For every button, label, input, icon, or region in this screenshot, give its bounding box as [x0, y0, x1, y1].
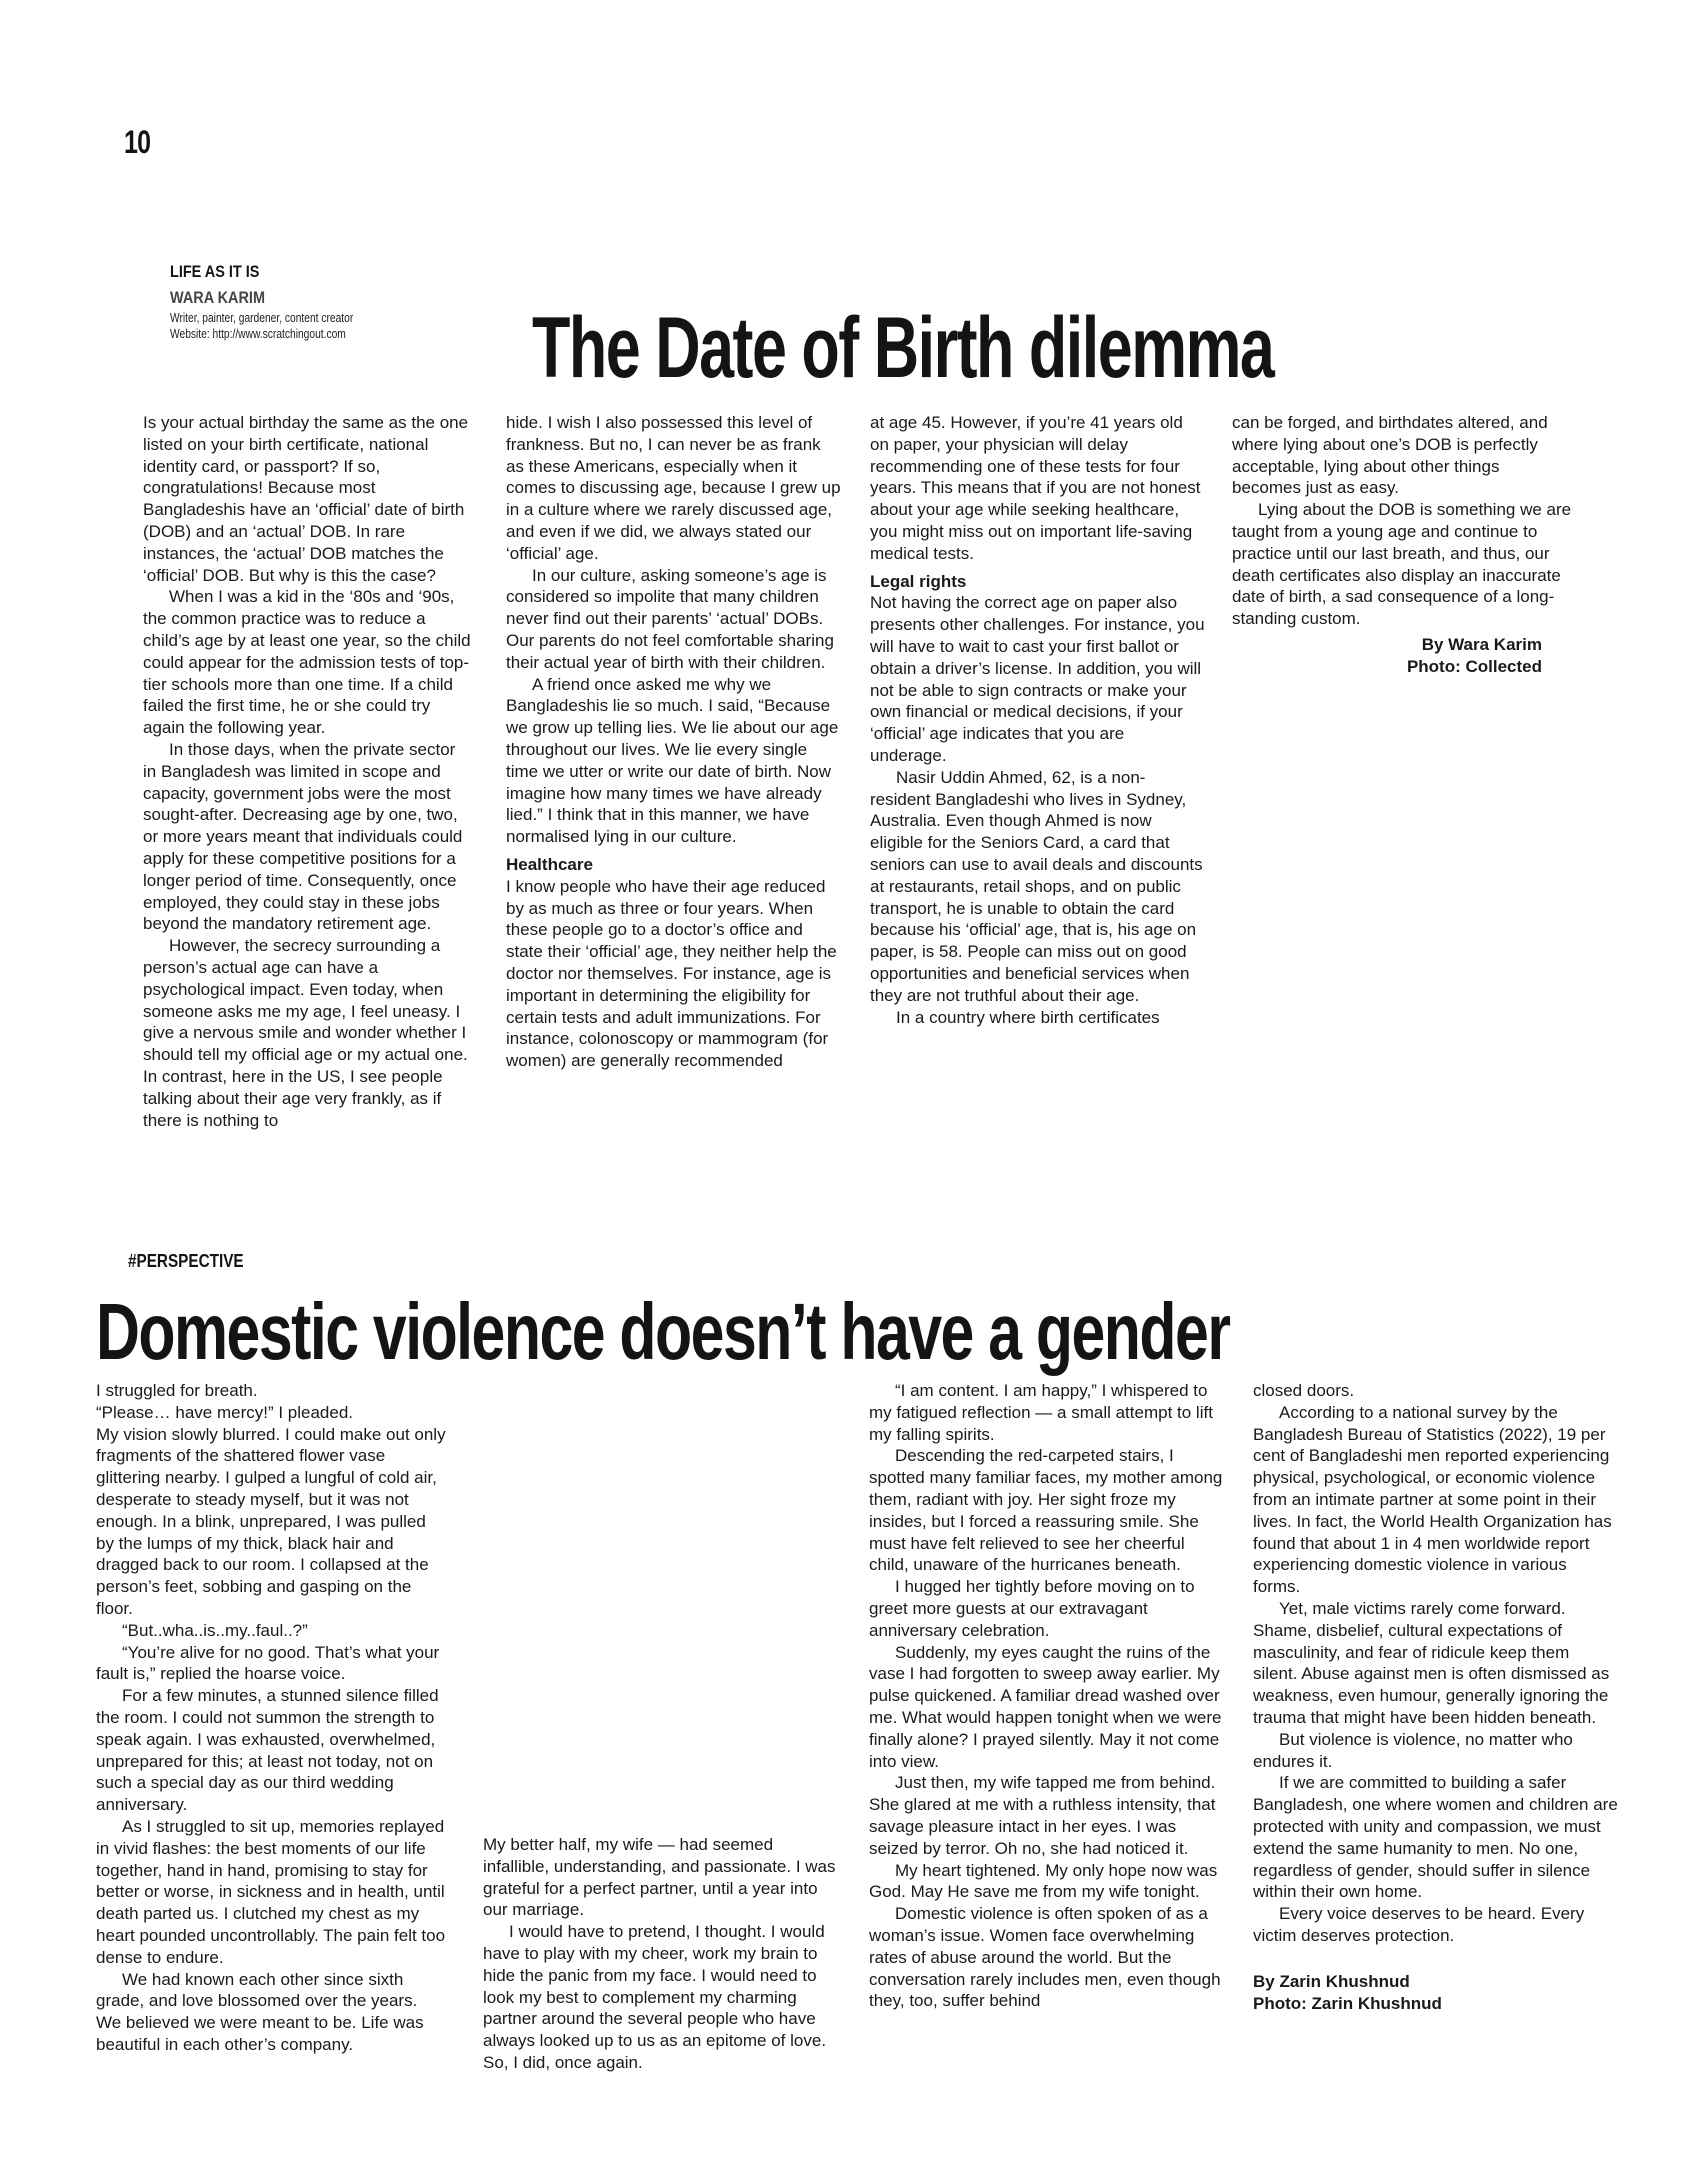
paragraph: closed doors. — [1253, 1381, 1355, 1400]
paragraph: “But..wha..is..my..faul..?” — [122, 1620, 308, 1640]
author-description — [170, 310, 353, 342]
author-role: Writer, painter, gardener, content creator — [170, 311, 354, 325]
paragraph: “I am content. I am happy,” I whispered to my fatigued reflection — a small attempt to lift my falling spirits. — [869, 1381, 1213, 1444]
paragraph: If we are committed to building a safer Bangladesh, one where women and children are protected with unity and compassion, we must extend the same humanity to men. No one, regardless of gender, should suffer in silence within their own home. — [1253, 1773, 1618, 1902]
paragraph: When I was a kid in the ‘80s and ‘90s, the common practice was to reduce a child’s age by at least one year, so the child could appear for the admission tests of top-tier schools more than one time. If a child failed the first time, he or she could try again the following year. — [143, 587, 471, 738]
article-headline: Domestic violence doesn’t have a gender — [96, 1287, 1230, 1376]
paragraph: Domestic violence is often spoken of as a woman’s issue. Women face overwhelming rates of abuse around the world. But the conversation rarely includes men, even though they, too, suffer behind — [869, 1904, 1221, 2011]
paragraph: Is your actual birthday the same as the one listed on your birth certificate, national identity card, or passport? If so, congratulations! Because most Bangladeshis have an ‘official’ date of birth (DOB) and an ‘actual’ DOB. In rare instances, the ‘actual’ DOB matches the ‘official’ DOB. But why is this the case? — [143, 413, 469, 585]
paragraph: I know people who have their age reduced by as much as three or four years. When these people go to a doctor’s office and state their ‘official’ age, they neither help the doctor nor themselves. For instance, age is important in determining the eligibility for certain tests and adult immunizations. For instance, colonoscopy or mammogram (for women) are generally recommended — [506, 876, 837, 1071]
article2-column-2 — [483, 1834, 843, 2074]
paragraph: My vision slowly blurred. I could make out only fragments of the shattered flower vase glittering nearby. I gulped a lungful of cold air, desperate to steady myself, but it was not enough. In a blink, unprepared, I was pulled by the lumps of my thick, black hair and dragged back to our room. I collapsed at the person’s feet, sobbing and gasping on the floor. — [96, 1424, 446, 1618]
byline: By Zarin Khushnud — [1253, 1971, 1410, 1991]
photo-credit: Photo: Zarin Khushnud — [1253, 1993, 1442, 2013]
paragraph: In our culture, asking someone’s age is considered so impolite that many children never find out their parents’ ‘actual’ DOBs. Our parents do not feel comfortable sharing their actual year of birth with their children. — [506, 565, 834, 672]
paragraph: “You’re alive for no good. That’s what your fault is,” replied the hoarse voice. — [96, 1642, 440, 1684]
subheading-healthcare: Healthcare — [506, 854, 593, 874]
paragraph: A friend once asked me why we Bangladeshis lie so much. I said, “Because we grow up telling lies. We lie about our age throughout our lives. We lie every single time we utter or write our date of birth. Now imagine how many times we have already lied.” I think that in this manner, we have normalised lying in our culture. — [506, 674, 839, 847]
paragraph: Descending the red-carpeted stairs, I spotted many familiar faces, my mother among them, radiant with joy. Her sight froze my insides, but I forced a reassuring smile. She must have felt relieved to see her cheerful child, unaware of the hurricanes beneath. — [869, 1446, 1223, 1575]
subheading-legal-rights: Legal rights — [870, 571, 967, 591]
page-number: 10 — [124, 124, 151, 160]
paragraph: We had known each other since sixth grade, and love blossomed over the years. We believed we were meant to be. Life was beautiful in each other’s company. — [96, 1969, 424, 2054]
section-label: LIFE AS IT IS — [170, 262, 260, 281]
paragraph: However, the secrecy surrounding a person’s actual age can have a psychological impact. Even today, when someone asks me my age, I feel uneasy. I give a nervous smile and wonder whether I should tell my official age or my actual one. In contrast, here in the US, I see people talking about their age very frankly, as if there is nothing to — [143, 936, 468, 1130]
article1-column-3 — [870, 412, 1205, 1028]
article1-column-4 — [1232, 412, 1572, 678]
author-name: WARA KARIM — [170, 288, 265, 307]
author-website: Website: http://www.scratchingout.com — [170, 327, 346, 341]
article-headline: The Date of Birth dilemma — [532, 300, 1274, 396]
paragraph: For a few minutes, a stunned silence filled the room. I could not summon the strength to speak again. I was exhausted, overwhelmed, unprepared for this; at least not today, not on such a special day as our third wedding anniversary. — [96, 1686, 439, 1815]
paragraph: Yet, male victims rarely come forward. Shame, disbelief, cultural expectations of masculinity, and fear of ridicule keep them silent. Abuse against men is often dismissed as weakness, even humour, generally ignoring the trauma that might have been hidden beneath. — [1253, 1598, 1610, 1727]
paragraph: In a country where birth certificates — [896, 1007, 1160, 1027]
paragraph: can be forged, and birthdates altered, and where lying about one’s DOB is perfectly acceptable, lying about other things becomes just as easy. — [1232, 413, 1548, 498]
paragraph: I struggled for breath. — [96, 1381, 258, 1400]
paragraph: My heart tightened. My only hope now was God. May He save me from my wife tonight. — [869, 1860, 1218, 1902]
article2-column-4 — [1253, 1380, 1618, 2014]
article1-column-2 — [506, 412, 841, 1072]
paragraph: “Please… have mercy!” I pleaded. — [96, 1402, 354, 1422]
paragraph: Suddenly, my eyes caught the ruins of the vase I had forgotten to sweep away earlier. My pulse quickened. A familiar dread washed over me. What would happen tonight when we were finally alone? I prayed silently. May it not come into view. — [869, 1642, 1222, 1771]
photo-credit: Photo: Collected — [1406, 656, 1542, 676]
paragraph: According to a national survey by the Bangladesh Bureau of Statistics (2022), 19 per cent of Bangladeshi men reported experiencing physical, psychological, or economic violence from an intimate partner at some point in their lives. In fact, the World Health Organization has found that about 1 in 4 men worldwide report experiencing domestic violence in various forms. — [1253, 1402, 1612, 1597]
article1-column-1 — [143, 412, 473, 1131]
paragraph: at age 45. However, if you’re 41 years old on paper, your physician will delay recommending one of these tests for four years. This means that if you are not honest about your age while seeking healthcare, you might miss out on important life-saving medical tests. — [870, 413, 1201, 563]
paragraph: Lying about the DOB is something we are taught from a young age and continue to practice until our last breath, and thus, our death certificates also display an inaccurate date of birth, a sad consequence of a long-standing custom. — [1232, 500, 1572, 629]
article2-column-1 — [96, 1380, 446, 2056]
paragraph: In those days, when the private sector in Bangladesh was limited in scope and capacity, government jobs were the most sought-after. Decreasing age by one, two, or more years meant that individuals could apply for these competitive positions for a longer period of time. Consequently, once employed, they could stay in these jobs beyond the mandatory retirement age. — [143, 739, 463, 934]
article2-column-3 — [869, 1380, 1229, 2012]
section-tag: #PERSPECTIVE — [128, 1251, 244, 1271]
byline: By Wara Karim — [1421, 634, 1542, 654]
paragraph: Just then, my wife tapped me from behind. She glared at me with a ruthless intensity, that savage pleasure intact in her eyes. I was seized by terror. Oh no, she had noticed it. — [869, 1773, 1216, 1858]
paragraph: Every voice deserves to be heard. Every victim deserves protection. — [1253, 1904, 1585, 1945]
paragraph: I would have to pretend, I thought. I would have to play with my cheer, work my brain to hide the panic from my face. I would need to look my best to complement my charming partner around the several people who have always looked up to us as an epitome of love. So, I did, once again. — [483, 1922, 827, 2072]
paragraph: But violence is violence, no matter who endures it. — [1253, 1729, 1573, 1771]
paragraph: My better half, my wife — had seemed infallible, understanding, and passionate. I was grateful for a perfect partner, until a year into our marriage. — [483, 1835, 836, 1920]
paragraph: Nasir Uddin Ahmed, 62, is a non-resident Bangladeshi who lives in Sydney, Australia. Even though Ahmed is now eligible for the Seniors Card, a card that seniors can use to avail deals and discounts at restaurants, retail shops, and on public transport, he is unable to obtain the card because his ‘official’ age, that is, his age on paper, is 58. People can miss out on good opportunities and beneficial services when they are not truthful about their age. — [870, 767, 1203, 1005]
paragraph: I hugged her tightly before moving on to greet more guests at our extravagant anniversary celebration. — [869, 1577, 1195, 1640]
paragraph: hide. I wish I also possessed this level of frankness. But no, I can never be as frank as these Americans, especially when it comes to discussing age, because I grew up in a culture where we rarely discussed age, and even if we did, we always stated our ‘official’ age. — [506, 413, 841, 563]
paragraph: As I struggled to sit up, memories replayed in vivid flashes: the best moments of our life together, hand in hand, promising to stay for better or worse, in sickness and in health, until death parted us. I clutched my chest as my heart pounded uncontrollably. The pain felt too dense to endure. — [96, 1816, 446, 1967]
paragraph: Not having the correct age on paper also presents other challenges. For instance, you will have to wait to cast your first ballot or obtain a driver’s license. In addition, you will not be able to sign contracts or make your own financial or medical decisions, if your ‘official’ age indicates that you are underage. — [870, 593, 1205, 765]
